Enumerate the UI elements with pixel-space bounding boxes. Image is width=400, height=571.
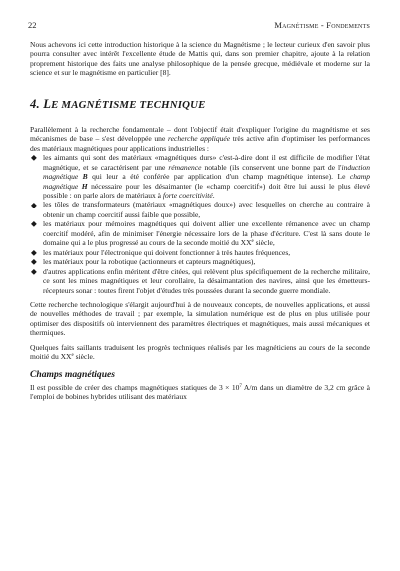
text-run: siècle. bbox=[73, 352, 95, 362]
running-title: Magnétisme - Fondements bbox=[274, 20, 370, 30]
text-run: qui leur a été conférée par application d'un champ magnétique intense). Le bbox=[87, 172, 350, 182]
text-run: notable (ils conservent une bonne part de l' bbox=[201, 162, 342, 172]
superscript: e bbox=[71, 353, 74, 359]
text-run: Quelques faits saillants traduisent les progrès techniques réalisés par les magnéticiens au cours de la seconde moitié du XX bbox=[30, 342, 370, 362]
paragraph-progress bbox=[30, 343, 370, 362]
symbol-h: H bbox=[81, 181, 88, 191]
text-run: les tôles de transformateurs (matériaux «magnétiques doux») avec lesquelles on cherche au contraire à obtenir un champ coercitif aussi faible que possible, bbox=[43, 200, 370, 219]
list-item bbox=[43, 153, 370, 200]
text-run: A/m dans un diamètre de 3,2 cm grâce à l'emploi de bobines hybrides utilisant des matériaux bbox=[30, 382, 370, 402]
emphasis-magnetic-field: champ magnétique bbox=[43, 172, 370, 191]
diamond-bullet-icon bbox=[31, 221, 37, 227]
text-run: Parallèlement à la recherche fondamentale – dont l'objectif était d'expliquer l'origine du magnétisme et ses mécanismes de base – s'est développée une bbox=[30, 124, 370, 144]
superscript: e bbox=[251, 239, 254, 245]
superscript-exponent: 7 bbox=[239, 383, 242, 389]
text-run: les aimants qui sont des matériaux «magnétiques durs» c'est-à-dire dont il est difficile de modifier l'état magnétique, et se caractérisent par une bbox=[43, 153, 370, 172]
text-run: Il est possible de créer des champs magnétiques statiques de 3 × 10 bbox=[30, 382, 240, 392]
text-run: . bbox=[212, 190, 215, 200]
emphasis-coercivity: forte coercitivité bbox=[162, 190, 213, 200]
text-run: les matériaux pour l'électronique qui doivent fonctionner à très hautes fréquences, bbox=[43, 247, 291, 257]
diamond-bullet-icon bbox=[31, 269, 37, 275]
subsection-heading: Champs magnétiques bbox=[30, 368, 116, 380]
symbol-b: B bbox=[82, 172, 88, 182]
list-item bbox=[43, 200, 370, 219]
paragraph-applied-research bbox=[30, 125, 370, 153]
diamond-bullet-icon bbox=[31, 250, 37, 256]
list-item bbox=[43, 267, 370, 295]
emphasis-applied-research: recherche appliquée bbox=[168, 134, 231, 144]
page-content bbox=[30, 40, 370, 402]
list-item bbox=[43, 219, 370, 247]
list-item bbox=[43, 257, 370, 266]
paragraph-technology: Cette recherche technologique s'élargit aujourd'hui à de nouveaux concepts, de nouvelles applications, et aussi de nouvelles méthodes de travail ; par exemple, la simulation numérique est de plus en plus utilisée pour optimiser des dispositifs où interviennent des paramètres électriques et magnétiques, mais aussi mécaniques et thermiques. bbox=[30, 299, 370, 338]
text-run: d'autres applications enfin méritent d'être citées, qui relèvent plus spécifiquement de la recherche militaire, ce sont les mines magnétiques et leur corollaire, la désaimantation des navires, ainsi que les émetteurs-récepteurs sonar : toutes firent l'objet d'études très poussées durant la seconde guerre mondiale. bbox=[43, 266, 370, 295]
text-run: très active afin d'optimiser les performances des matériaux magnétiques pour applications industrielles : bbox=[30, 134, 370, 153]
diamond-bullet-icon bbox=[31, 203, 37, 209]
text-run: les matériaux pour la robotique (actionneurs et capteurs magnétiques), bbox=[43, 257, 256, 267]
diamond-bullet-icon bbox=[31, 259, 37, 265]
emphasis-induction: induction magnétique bbox=[43, 162, 371, 182]
section-heading bbox=[30, 97, 370, 112]
emphasis-remanence: rémanence bbox=[168, 162, 202, 172]
text-run: nécessaire pour les désaimanter (le «champ coercitif») doit être lui aussi le plus élevé possible : on parle alors de matériaux à bbox=[43, 181, 370, 200]
list-item bbox=[43, 248, 370, 257]
section-number: 4. bbox=[30, 96, 40, 111]
text-run: les matériaux pour mémoires magnétiques qui doivent allier une excellente rémanence avec un champ coercitif modéré, afin de minimiser l'énergie nécessaire lors de la phase d'écriture. C'est là sans doute le domaine qui a le plus progressé au cours de la seconde moitié du XX bbox=[43, 219, 370, 248]
intro-paragraph: Nous achevons ici cette introduction historique à la science du Magnétisme ; le lecteur curieux d'en savoir plus pourra consulter avec intérêt l'excellente étude de Mattis qui, dans son premier chapitre, ajoute à la relation proprement historique des faits une analyse philosophique de la pensée grecque, médiévale et moderne sur la science et sur le magnétisme en particulier [8]. bbox=[30, 40, 370, 78]
diamond-bullet-icon bbox=[31, 155, 37, 161]
page-number: 22 bbox=[28, 20, 37, 30]
section-title-rest: E MAGNÉTISME TECHNIQUE bbox=[51, 98, 206, 111]
applications-list bbox=[30, 153, 370, 295]
paragraph-magnetic-fields bbox=[30, 383, 370, 402]
section-title-initial: L bbox=[43, 96, 52, 111]
text-run: siècle, bbox=[253, 238, 275, 248]
page-header bbox=[28, 20, 370, 30]
